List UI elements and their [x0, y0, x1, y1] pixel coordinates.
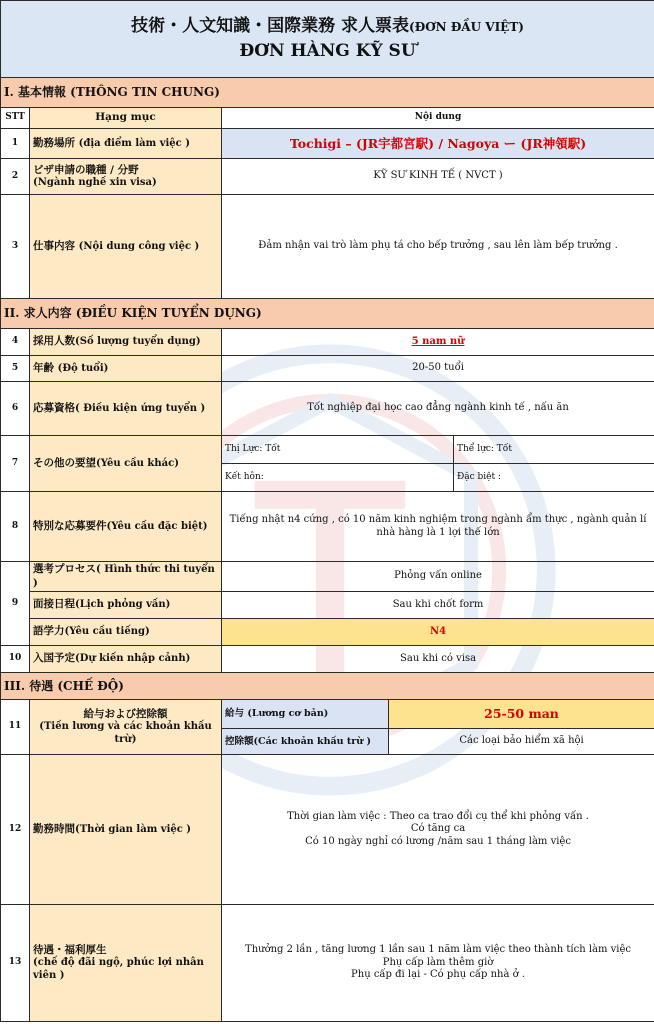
- row-1-label-vn: (địa điểm làm việc ): [78, 137, 190, 149]
- row-11-label-jp: 給与および控除額: [83, 707, 168, 720]
- row-8-label-vn: (Yêu cầu đặc biệt): [106, 520, 208, 532]
- working-hours-line-1: Thời gian làm việc : Theo ca trao đổi cụ thể khi phỏng vấn .: [287, 810, 589, 822]
- row-5-label-vn: (Độ tuổi): [57, 362, 109, 374]
- deduction-label: [222, 729, 389, 755]
- row-2-label: [30, 159, 222, 195]
- row-2-label-vn: (Ngành nghề xin visa): [33, 176, 157, 188]
- language-requirement-value: N4: [222, 619, 654, 646]
- header-item: Hạng mục: [30, 108, 222, 129]
- row-1-stt: 1: [1, 129, 30, 159]
- row-9b-label: [30, 592, 222, 619]
- row-10-label: [30, 646, 222, 673]
- salary-label-jp: 給与: [225, 708, 245, 720]
- row-1-label: [30, 129, 222, 159]
- row-6-label-vn: ( Điều kiện ứng tuyển ): [75, 402, 206, 414]
- row-2-stt: 2: [1, 159, 30, 195]
- row-4-stt: 4: [1, 329, 30, 356]
- row-7-label-vn: (Yêu cầu khác): [96, 457, 179, 469]
- section-recruitment-conditions: II. 求人内容 (ĐIỀU KIỆN TUYỂN DỤNG): [1, 299, 654, 329]
- row-12-stt: 12: [1, 755, 30, 905]
- deduction-value: Các loại bảo hiểm xã hội: [389, 729, 654, 755]
- title-suffix: (ĐƠN ĐẦU VIỆT): [409, 20, 524, 35]
- row-9c-label-vn: (Yêu cầu tiếng): [64, 626, 150, 638]
- row-11-label: [30, 700, 222, 755]
- row-12-label-vn: (Thời gian làm việc ): [75, 823, 192, 835]
- section-general-info: I. 基本情報 (THÔNG TIN CHUNG): [1, 78, 654, 108]
- header-content: Nội dung: [222, 108, 654, 129]
- row-9a-label: [30, 562, 222, 592]
- row-3-label-jp: 仕事内容: [33, 239, 75, 252]
- entry-schedule-value: Sau khi có visa: [222, 646, 654, 673]
- row-13-label-vn: (chế độ đãi ngộ, phúc lợi nhân viên ): [33, 957, 204, 981]
- age-range-value: 20-50 tuổi: [222, 356, 654, 382]
- document-title: [1, 1, 654, 78]
- row-5-stt: 5: [1, 356, 30, 382]
- row-5-label: [30, 356, 222, 382]
- row-11-stt: 11: [1, 700, 30, 755]
- working-hours-value: [222, 755, 654, 905]
- row-9a-label-jp: 選考プロセス: [33, 563, 96, 575]
- row-1-label-jp: 勤務場所: [33, 136, 75, 149]
- row-12-label-jp: 勤務時間: [33, 822, 75, 835]
- row-8-label: [30, 492, 222, 562]
- salary-label: [222, 700, 389, 729]
- row-5-label-jp: 年齢: [33, 361, 54, 374]
- row-9c-label-jp: 語学力: [33, 625, 65, 638]
- qualification-value: Tốt nghiệp đại học cao đẳng ngành kinh tế , nấu ăn: [222, 382, 654, 436]
- row-7-label-jp: その他の要望: [33, 456, 96, 469]
- row-2-label-jp: ビザ申請の職種 / 分野: [33, 163, 139, 176]
- row-10-label-vn: (Dự kiến nhập cảnh): [75, 653, 191, 665]
- row-11-label-vn: (Tiền lương và các khoản khấu trừ): [39, 721, 212, 745]
- job-description-value: Đảm nhận vai trò làm phụ tá cho bếp trưởng , sau lên làm bếp trưởng .: [222, 195, 654, 299]
- row-9a-label-vn: ( Hình thức thi tuyển ): [33, 564, 215, 589]
- row-4-label-jp: 採用人数: [33, 335, 75, 348]
- row-3-label: [30, 195, 222, 299]
- title-subtitle: ĐƠN HÀNG KỸ SƯ: [239, 41, 416, 61]
- row-9c-label: [30, 619, 222, 646]
- row-3-label-vn: (Nội dung công việc ): [78, 240, 200, 252]
- salary-value: 25-50 man: [389, 700, 654, 729]
- row-12-label: [30, 755, 222, 905]
- headcount-value: 5 nam nữ: [222, 329, 654, 356]
- row-13-label-jp: 待遇・福利厚生: [33, 943, 107, 956]
- header-stt: STT: [1, 108, 30, 129]
- row-4-label-vn: (Số lượng tuyển dụng): [75, 336, 201, 348]
- row-3-stt: 3: [1, 195, 30, 299]
- selection-process-value: Phỏng vấn online: [222, 562, 654, 592]
- benefits-line-2: Phụ cấp làm thêm giờ: [382, 956, 494, 968]
- row-9b-label-vn: (Lịch phỏng vấn): [75, 599, 171, 611]
- title-main: 技術・人文知識・国際業務 求人票表: [131, 16, 410, 37]
- working-hours-line-2: Có tăng ca: [410, 823, 466, 835]
- row-8-label-jp: 特別な応募要件: [33, 519, 107, 532]
- benefits-line-1: Thưởng 2 lần , tăng lương 1 lần sau 1 năm làm việc theo thành tích làm việc: [245, 944, 632, 956]
- special-requirement-value: Tiếng nhật n4 cứng , có 10 năm kinh nghiệm trong ngành ẩm thực , ngành quản lí nhà hàng là 1 lợi thế lớn: [222, 492, 654, 562]
- row-9b-label-jp: 面接日程: [33, 598, 75, 611]
- salary-label-vn: (Lương cơ bản): [247, 708, 329, 720]
- section-benefits: III. 待遇 (CHẾ ĐỘ): [1, 673, 654, 700]
- row-6-stt: 6: [1, 382, 30, 436]
- row-6-label: [30, 382, 222, 436]
- row-6-label-jp: 応募資格: [33, 401, 75, 414]
- row-9-stt: 9: [1, 562, 30, 646]
- special-field: Đặc biệt :: [454, 464, 654, 492]
- row-8-stt: 8: [1, 492, 30, 562]
- deduction-label-vn: (Các khoản khấu trừ ): [253, 735, 371, 747]
- row-4-label: [30, 329, 222, 356]
- benefits-value: [222, 905, 654, 1022]
- row-7-label: [30, 436, 222, 492]
- row-7-stt: 7: [1, 436, 30, 492]
- deduction-label-jp: 控除額: [225, 735, 254, 747]
- benefits-line-3: Phụ cấp đi lại - Có phụ cấp nhà ở .: [351, 969, 526, 981]
- marriage-field: Kết hôn:: [222, 464, 454, 492]
- visa-category-value: KỸ SƯ KINH TẾ ( NVCT ): [222, 159, 654, 195]
- row-13-stt: 13: [1, 905, 30, 1022]
- eyesight-field: Thị Lực: Tốt: [222, 436, 454, 464]
- interview-schedule-value: Sau khi chốt form: [222, 592, 654, 619]
- row-10-stt: 10: [1, 646, 30, 673]
- row-13-label: [30, 905, 222, 1022]
- working-hours-line-3: Có 10 ngày nghỉ có lương /năm sau 1 tháng làm việc: [305, 835, 571, 847]
- work-location-value: Tochigi – (JR宇都宮駅) / Nagoya ー (JR神領駅): [222, 129, 654, 159]
- fitness-field: Thể lực: Tốt: [454, 436, 654, 464]
- row-10-label-jp: 入国予定: [33, 652, 75, 665]
